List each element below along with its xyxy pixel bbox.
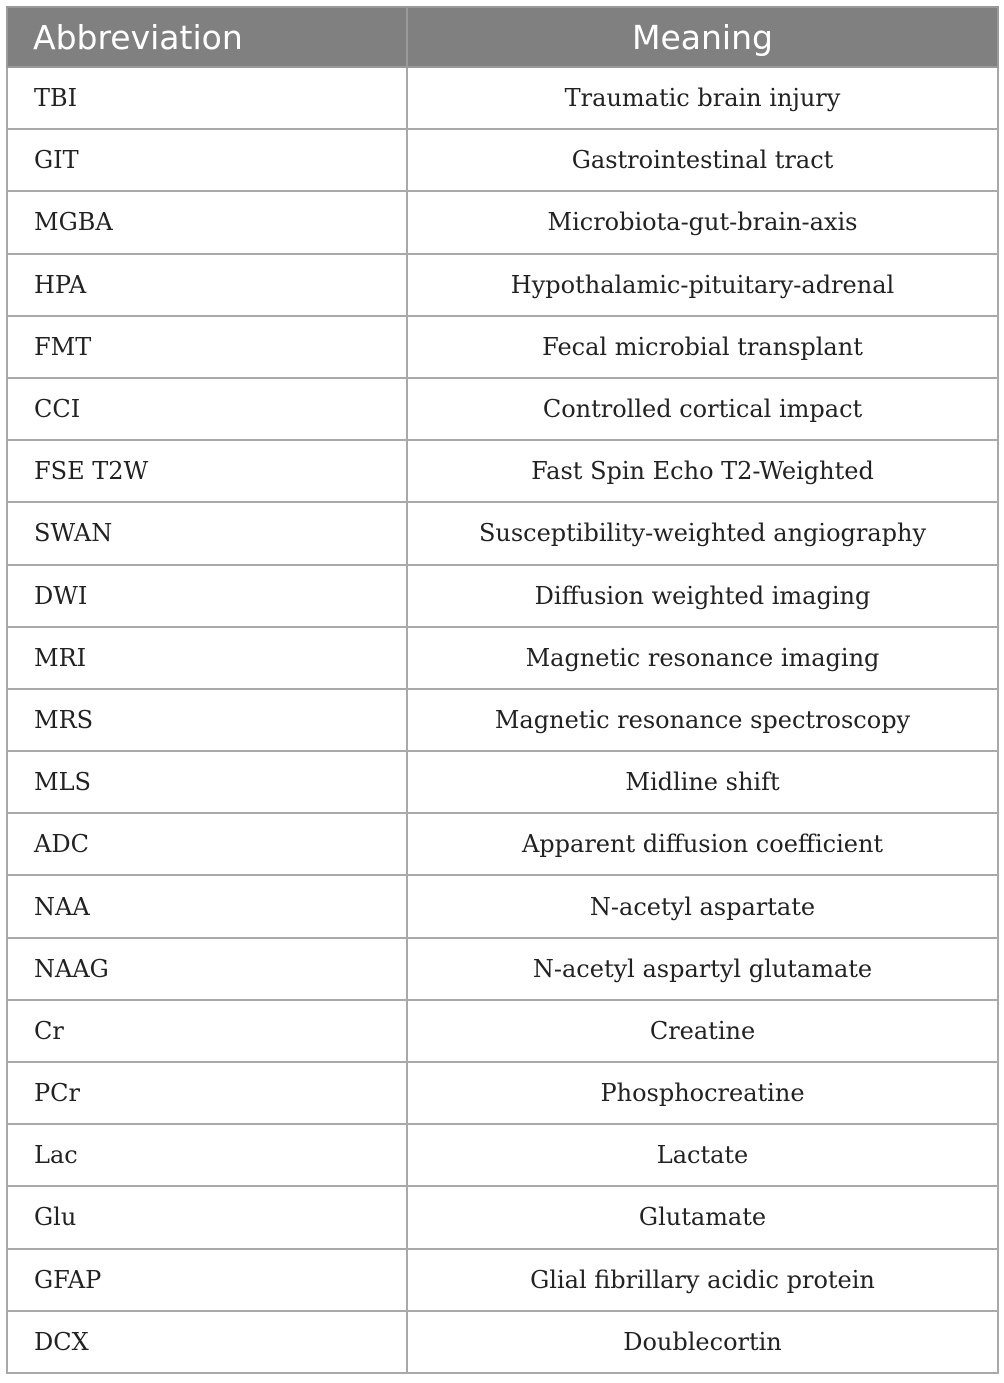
- abbreviation-cell: TBI: [7, 67, 407, 129]
- meaning-cell: Fecal microbial transplant: [407, 316, 998, 378]
- abbreviation-cell: NAAG: [7, 938, 407, 1000]
- abbreviation-cell: Glu: [7, 1186, 407, 1248]
- table-row: [7, 938, 998, 1000]
- table-row: [7, 378, 998, 440]
- abbreviation-cell: GFAP: [7, 1249, 407, 1311]
- abbreviation-cell: Cr: [7, 1000, 407, 1062]
- abbreviation-cell: MLS: [7, 751, 407, 813]
- meaning-cell: Susceptibility-weighted angiography: [407, 502, 998, 564]
- table-row: [7, 1124, 998, 1186]
- table-row: [7, 440, 998, 502]
- abbreviation-cell: MGBA: [7, 191, 407, 253]
- meaning-cell: Traumatic brain injury: [407, 67, 998, 129]
- meaning-cell: Magnetic resonance imaging: [407, 627, 998, 689]
- meaning-cell: Magnetic resonance spectroscopy: [407, 689, 998, 751]
- meaning-cell: Lactate: [407, 1124, 998, 1186]
- meaning-cell: N-acetyl aspartate: [407, 875, 998, 937]
- abbreviation-cell: MRI: [7, 627, 407, 689]
- meaning-cell: Phosphocreatine: [407, 1062, 998, 1124]
- table-row: [7, 67, 998, 129]
- meaning-cell: Midline shift: [407, 751, 998, 813]
- table-row: [7, 813, 998, 875]
- table-row: [7, 1311, 998, 1373]
- meaning-cell: Apparent diffusion coefficient: [407, 813, 998, 875]
- abbreviation-cell: HPA: [7, 254, 407, 316]
- abbreviation-cell: FSE T2W: [7, 440, 407, 502]
- table-row: [7, 129, 998, 191]
- abbreviation-cell: Lac: [7, 1124, 407, 1186]
- abbreviation-cell: PCr: [7, 1062, 407, 1124]
- meaning-cell: N-acetyl aspartyl glutamate: [407, 938, 998, 1000]
- meaning-cell: Fast Spin Echo T2-Weighted: [407, 440, 998, 502]
- abbreviation-column-header: Abbreviation: [7, 7, 407, 67]
- abbreviation-cell: DCX: [7, 1311, 407, 1373]
- table-row: [7, 689, 998, 751]
- table-row: [7, 627, 998, 689]
- table-row: [7, 191, 998, 253]
- meaning-cell: Gastrointestinal tract: [407, 129, 998, 191]
- table-row: [7, 502, 998, 564]
- meaning-cell: Controlled cortical impact: [407, 378, 998, 440]
- meaning-cell: Hypothalamic-pituitary-adrenal: [407, 254, 998, 316]
- meaning-column-header: Meaning: [407, 7, 998, 67]
- abbreviation-cell: GIT: [7, 129, 407, 191]
- table-row: [7, 316, 998, 378]
- abbreviation-cell: DWI: [7, 565, 407, 627]
- meaning-cell: Doublecortin: [407, 1311, 998, 1373]
- table-row: [7, 254, 998, 316]
- table-row: [7, 1062, 998, 1124]
- meaning-cell: Diffusion weighted imaging: [407, 565, 998, 627]
- abbreviation-cell: MRS: [7, 689, 407, 751]
- table-header: [7, 7, 998, 67]
- table-row: [7, 1186, 998, 1248]
- meaning-cell: Glutamate: [407, 1186, 998, 1248]
- abbreviation-table: [6, 6, 999, 1374]
- table-row: [7, 1000, 998, 1062]
- header-row: [7, 7, 998, 67]
- table-row: [7, 1249, 998, 1311]
- meaning-cell: Glial fibrillary acidic protein: [407, 1249, 998, 1311]
- abbreviation-cell: NAA: [7, 875, 407, 937]
- abbreviation-cell: FMT: [7, 316, 407, 378]
- abbreviation-cell: SWAN: [7, 502, 407, 564]
- table-row: [7, 875, 998, 937]
- abbreviation-cell: CCI: [7, 378, 407, 440]
- table-row: [7, 751, 998, 813]
- meaning-cell: Creatine: [407, 1000, 998, 1062]
- meaning-cell: Microbiota-gut-brain-axis: [407, 191, 998, 253]
- table-row: [7, 565, 998, 627]
- abbreviation-cell: ADC: [7, 813, 407, 875]
- table-body: [7, 67, 998, 1373]
